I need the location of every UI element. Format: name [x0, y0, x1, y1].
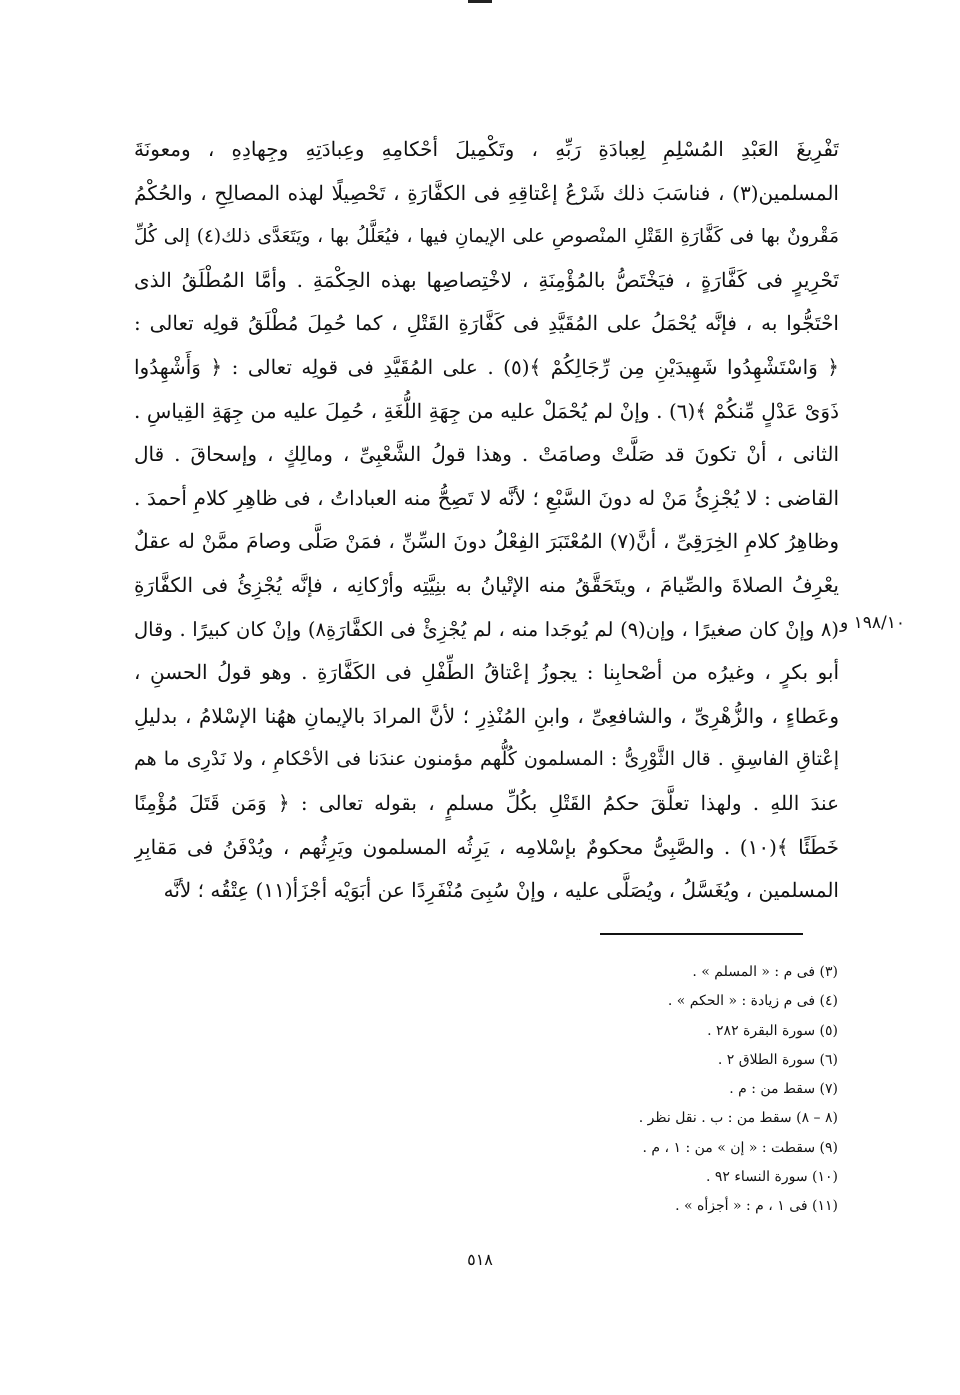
top-mark [468, 0, 492, 3]
text-line: ﴿ وَاسْتَشْهِدُوا شَهِيدَيْنِ مِن رِّجَالِكُمْ ﴾(٥) . على المُقَيَّدِ فى قولِه تعالى : ﴿ وَأَشْهِدُوا [134, 354, 839, 379]
text-line: ذَوَىْ عَدْلٍ مِّنكُمْ ﴾(٦) . وإنْ لم يُحْمَلْ عليه من جِهَةِ اللُّغَةِ ، حُمِلَ عليه من جِهَةِ القِياسِ . [134, 398, 839, 423]
text-line: عندَ اللهِ . ولهذا تعلَّقَ حكمُ القَتْلِ بكُلِّ مسلمٍ ، بقوله تعالى : ﴿ وَمَن قَتَلَ مُؤْمِنًا [134, 790, 839, 815]
text-line: أبو بكرٍ ، وغيرُه من أصْحابِنا : يجوزُ إعْتاقُ الطِّفْلِ فى الكَفَّارَةِ . وهو قولُ الحسنِ ، [134, 660, 839, 685]
text-line: يعْرِفُ الصلاةَ والصِّيامَ ، ويتَحَقَّقُ منه الإتْيانُ به بنِيَّتِه وأرْكانِه ، فإنَّه يُجْزِئُ فى الكفَّارَةِ [134, 572, 839, 597]
footnote: (٥) سورة البقرة ٢٨٢ . [707, 1022, 838, 1039]
footnote: (٩) سقطت : « إن » من : ١ ، م . [642, 1139, 838, 1156]
text-line: تَحْرِيرٍ فى كَفَّارَةٍ ، فيَخْتَصُّ بالمُؤْمِنَةِ ، لاخْتِصاصِها بهذه الحِكْمَةِ . وأمَّا المُطْلَقُ الذى [134, 267, 839, 292]
margin-folio-note: ١٩٨/١٠ و [840, 613, 906, 633]
footnotes-list [420, 958, 838, 1222]
footnote: (١٠) سورة النساء ٩٢ . [705, 1169, 838, 1186]
footnote: (١١) فى ١ ، م : « أجزأه » . [675, 1198, 838, 1215]
text-line: إعْتاقِ الفاسِقِ . قال الثَّوْرِىُّ : المسلمون كُلُّهم مؤمنون عندَنا فى الأحْكامِ ، ولا نَدْرِى ما هم [134, 748, 839, 771]
text-line: وظاهِرُ كلامِ الخِرَقِىِّ ، أنَّ(٧) المُعْتَبَرَ الفِعْلُ دونَ السِّنِّ ، فمَنْ صَلَّى وصامَ ممَّنْ له عقلٌ [134, 529, 839, 554]
text-line: مَقْرونٌ بها فى كَفَّارَةِ القَتْلِ المنْصوصِ على الإيمانِ فيها ، فيُعَلَّلُ بها ، ويَتَعَدَّى ذلك(٤) إلى كُلِّ [134, 226, 839, 248]
main-text [134, 128, 839, 913]
footnote-divider [600, 933, 803, 935]
text-line: المسلمين(٣) ، فناسَبَ ذلك شَرْعُ إعْتاقِهِ فى الكفَّارَةِ ، تَحْصِيلًا لهذه المصالِحِ ، والحُكْمُ [134, 180, 839, 205]
text-line: (٨ وإنْ كان صغيرًا ، وإن(٩) لم يُوجَدا منه ، لم يُجْزِئْ فى الكفَّارَةِ٨) وإنْ كان كبيرًا . وقال [134, 617, 839, 641]
text-line: المسلمين ، ويُغَسَّلُ ، ويُصَلَّى عليه ، وإنْ سُبِىَ مُنْفَرِدًا عن أبَوَيْه أجْزَأ(١١) عِتْقُه ؛ لأنَّه [163, 878, 839, 903]
footnote: (٤) فى م زيادة : « الحكم » . [667, 993, 838, 1010]
footnote: (٨ – ٨) سقط من : ب . نقل نظر . [638, 1110, 838, 1127]
footnote: (٧) سقط من : م . [729, 1081, 838, 1098]
text-line: خَطَئًا ﴾(١٠) . والصَّبِىُّ محكومٌ بإسْلامِه ، يَرِثُه المسلمون ويَرِثُهم ، ويُدْفَنُ فى مَقابِرِ [134, 834, 839, 859]
text-line: تَفْرِيغَ العَبْدِ المُسْلِمِ لِعِبادَةِ رَبِّهِ ، وتَكْمِيلَ أحْكامِهِ وعِبادَتِهِ وجِهادِهِ ، ومعونَةَ [134, 137, 839, 161]
text-line: القاضى : لا يُجْزِئُ مَنْ له دونَ السَّبْعِ ؛ لأنَّه لا تَصِحُّ منه العباداتُ ، فى ظاهِرِ كلامِ أحمدَ . [134, 485, 839, 510]
page-number: ٥١٨ [467, 1250, 493, 1269]
text-line: احْتَجُّوا به ، فإنَّه يُحْمَلُ على المُقَيَّدِ فى كَفَّارَةِ القَتْلِ ، كما حُمِلَ مُطْلَقُ قولِه تعالى : [134, 311, 839, 336]
text-line: وعَطاءٍ ، والزُّهْرِىِّ ، والشافعِىِّ ، وابنِ المُنْذِرِ ؛ لأنَّ المرادَ بالإيمانِ ههُنا الإسْلامُ ، بدليلِ [134, 703, 839, 728]
footnote: (٣) فى م : « المسلم » . [692, 964, 838, 980]
footnote: (٦) سورة الطلاق ٢ . [717, 1051, 838, 1068]
text-line: الثانى ، أنْ تكونَ قد صَلَّتْ وصامَتْ . وهذا قولُ الشَّعْبِىِّ ، ومالِكٍ ، وإسحاقَ . قال [134, 442, 839, 467]
